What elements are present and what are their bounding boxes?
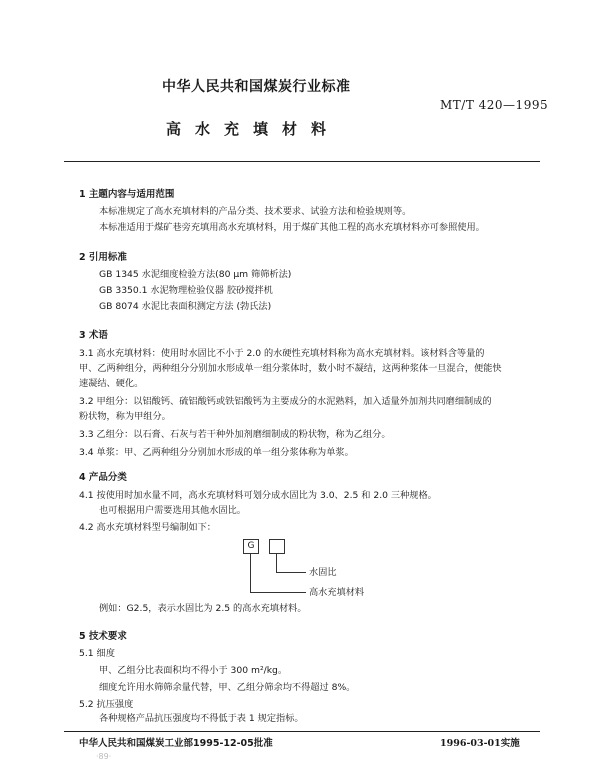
diagram-connector [276,554,277,572]
term-3-1-line-1: 3.1 高水充填材料：使用时水固比不小于 2.0 的水硬性充填材料称为高水充填材料。该材料含等量的 [79,348,485,359]
footer-rule [64,731,540,732]
diagram-connector [250,592,306,593]
implementation-text: 1996-03-01实施 [440,738,520,749]
para-5-2-title: 5.2 抗压强度 [79,699,134,710]
term-3-1-line-2: 甲、乙两种组分，两种组分分别加水形成单一组分浆体时，数小时不凝结，这两种浆体一旦混合，便能快 [79,363,502,374]
term-3-2-line-1: 3.2 甲组分：以铝酸钙、硫铝酸钙或铁铝酸钙为主要成分的水泥熟料，加入适量外加剂共同磨细制成的 [79,396,492,407]
standard-code: MT/T 420—1995 [440,98,549,112]
para-5-1-title: 5.1 细度 [79,648,115,659]
section-2-heading: 2 引用标准 [79,252,127,263]
para-4-2: 4.2 高水充填材料型号编制如下： [79,522,216,533]
section-3-heading: 3 术语 [79,330,108,341]
diagram-connector [250,554,251,592]
header-rule [64,161,540,162]
para-4-1-line-1: 4.1 按使用时加水量不同，高水充填材料可划分成水固比为 3.0、2.5 和 2.0 三种规格。 [79,490,437,501]
section-4-heading: 4 产品分类 [79,472,127,483]
reference-item: GB 8074 水泥比表面积测定方法 (勃氏法) [99,301,272,312]
section-1-para-2: 本标准适用于煤矿巷旁充填用高水充填材料，用于煤矿其他工程的高水充填材料亦可参照使用。 [99,222,485,233]
page-number: ·89· [96,752,112,761]
diagram-label-material: 高水充填材料 [309,587,365,598]
approval-text: 中华人民共和国煤炭工业部1995-12-05批准 [79,738,273,749]
reference-item: GB 3350.1 水泥物理检验仪器 胶砂搅拌机 [99,285,273,296]
standard-title: 中华人民共和国煤炭行业标准 [162,79,351,95]
term-3-2-line-2: 粉状物，称为甲组分。 [79,411,171,422]
section-1-heading: 1 主题内容与适用范围 [79,189,175,200]
diagram-connector [276,572,306,573]
section-1-para-1: 本标准规定了高水充填材料的产品分类、技术要求、试验方法和检验规则等。 [99,206,412,217]
doc-title: 高水充填材料 [166,120,341,138]
term-3-1-line-3: 速凝结、硬化。 [79,378,144,389]
para-4-1-line-2: 也可根据用户需要选用其他水固比。 [99,505,246,516]
diagram-label-ratio: 水固比 [309,567,337,578]
section-5-heading: 5 技术要求 [79,631,127,642]
model-code-box-ratio [269,539,285,554]
model-example: 例如：G2.5，表示水固比为 2.5 的高水充填材料。 [99,603,307,614]
reference-item: GB 1345 水泥细度检验方法(80 μm 筛筛析法) [99,269,292,280]
para-5-1-line-1: 甲、乙组分比表面积均不得小于 300 m²/kg。 [99,665,288,676]
para-5-2-line-1: 各种规格产品抗压强度均不得低于表 1 规定指标。 [99,713,304,724]
model-code-box-letter: G [243,539,259,554]
term-3-3: 3.3 乙组分：以石膏、石灰与若干种外加剂磨细制成的粉状物，称为乙组分。 [79,429,391,440]
term-3-4: 3.4 单浆：甲、乙两种组分分别加水形成的单一组分浆体称为单浆。 [79,447,354,458]
para-5-1-line-2: 细度允许用水筛筛余量代替，甲、乙组分筛余均不得超过 8%。 [99,682,356,693]
